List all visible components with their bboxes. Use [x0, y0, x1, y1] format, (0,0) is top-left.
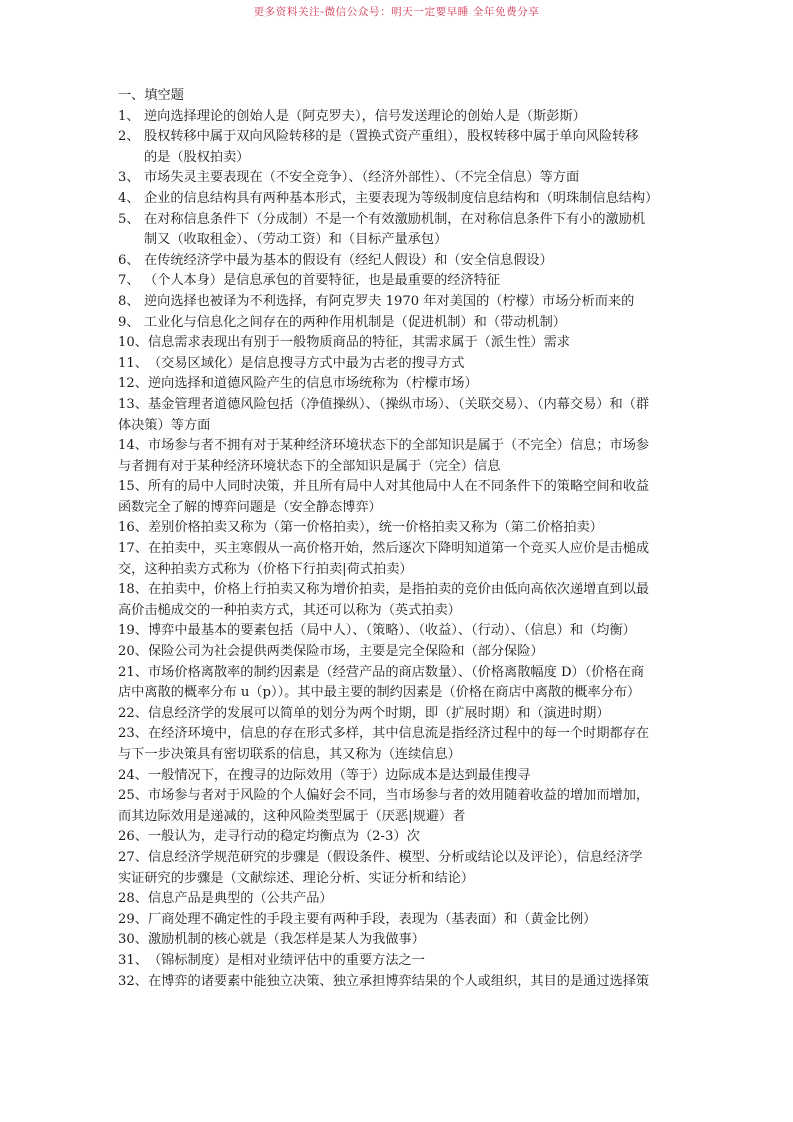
question-number: 25、 [118, 788, 148, 804]
question-text: 基金管理者道德风险包括（净值操纵）、（操纵市场）、（关联交易）、（内幕交易）和（群 [147, 396, 650, 412]
question-line [118, 210, 680, 231]
question-item [118, 107, 680, 128]
question-line [118, 601, 680, 622]
question-item [118, 436, 680, 477]
question-item [118, 663, 680, 704]
question-line [118, 766, 680, 787]
header-banner: 更多资料关注-微信公众号：明天一定要早睡 全年免费分享 [253, 6, 540, 18]
question-text: 一般情况下，在搜寻的边际效用（等于）边际成本是达到最佳搜寻 [147, 767, 531, 783]
question-item [118, 333, 680, 354]
question-number: 9、 [118, 314, 140, 330]
question-item [118, 127, 680, 168]
question-line [118, 972, 680, 993]
question-item [118, 724, 680, 765]
question-text: 逆向选择和道德风险产生的信息市场统称为（柠檬市场） [147, 376, 478, 392]
question-text: 逆向选择理论的创始人是（阿克罗夫），信号发送理论的创始人是（斯彭斯） [144, 108, 586, 124]
question-item [118, 642, 680, 663]
question-text: 店中离散的概率分布 u（p））。其中最主要的制约因素是（价格在商店中离散的概率分布） [118, 685, 641, 701]
question-text: 一般认为，走寻行动的稳定均衡点为（2-3）次 [147, 829, 420, 845]
question-number: 21、 [118, 664, 148, 680]
question-text: 市场参与者不拥有对于某种经济环境状态下的全部知识是属于（不完全）信息；市场参 [147, 438, 650, 454]
question-line [118, 704, 680, 725]
question-text: 股权转移中属于双向风险转移的是（置换式资产重组），股权转移中属于单向风险转移 [144, 129, 639, 145]
question-line [118, 436, 680, 457]
question-text: 企业的信息结构具有两种基本形式，主要表现为等级制度信息结构和（明珠制信息结构） [144, 190, 659, 206]
question-item [118, 848, 680, 889]
question-number: 2、 [118, 129, 140, 145]
question-line [118, 683, 680, 704]
question-item [118, 210, 680, 251]
question-number: 17、 [118, 541, 148, 557]
question-text: （交易区域化）是信息搜寻方式中最为古老的搜寻方式 [147, 355, 465, 371]
question-number: 28、 [118, 891, 148, 907]
question-item [118, 910, 680, 931]
question-item [118, 374, 680, 395]
question-number: 12、 [118, 376, 148, 392]
question-list [118, 107, 680, 993]
question-line [118, 271, 680, 292]
question-line [118, 498, 680, 519]
question-text: 在经济环境中，信息的存在形式多样，其中信息流是指经济过程中的每一个时期都存在 [147, 726, 650, 742]
question-text: 厂商处理不确定性的手段主要有两种手段，表现为（基表面）和（黄金比例） [147, 911, 597, 927]
question-number: 19、 [118, 623, 148, 639]
question-text: 信息需求表现出有别于一般物质商品的特征，其需求属于（派生性）需求 [147, 335, 570, 351]
question-number: 30、 [118, 932, 148, 948]
question-line [118, 354, 680, 375]
question-number: 24、 [118, 767, 148, 783]
question-line [118, 395, 680, 416]
question-line [118, 930, 680, 951]
question-number: 29、 [118, 911, 148, 927]
question-line [118, 786, 680, 807]
question-number: 18、 [118, 582, 148, 598]
question-line [118, 539, 680, 560]
question-item [118, 292, 680, 313]
question-item [118, 168, 680, 189]
question-item [118, 271, 680, 292]
question-line [118, 333, 680, 354]
question-line [118, 107, 680, 128]
question-text: 在对称信息条件下（分成制）不是一个有效激励机制，在对称信息条件下有小的激励机 [144, 211, 646, 227]
question-line [118, 127, 680, 148]
question-text: 体决策）等方面 [118, 417, 211, 433]
document-body [118, 86, 680, 992]
question-number: 27、 [118, 849, 148, 865]
question-line [118, 724, 680, 745]
question-item [118, 354, 680, 375]
question-number: 22、 [118, 705, 148, 721]
question-line [118, 951, 680, 972]
question-text: 制又（收取租金）、（劳动工资）和（目标产量承包） [144, 232, 448, 248]
question-number: 11、 [118, 355, 148, 371]
question-text: 在拍卖中，买主寒假从一高价格开始，然后逐次下降明知道第一个竞买人应价是击槌成 [147, 541, 650, 557]
question-line [118, 663, 680, 684]
question-text: 信息经济学规范研究的步骤是（假设条件、模型、分析或结论以及评论），信息经济学 [147, 849, 643, 865]
question-item [118, 621, 680, 642]
question-line [118, 477, 680, 498]
question-text: 市场参与者对于风险的个人偏好会不同，当市场参与者的效用随着收益的增加而增加， [147, 788, 650, 804]
question-line [118, 518, 680, 539]
question-text: 市场失灵主要表现在（不安全竞争）、（经济外部性）、（不完全信息）等方面 [144, 170, 580, 186]
question-number: 23、 [118, 726, 148, 742]
question-number: 10、 [118, 335, 148, 351]
question-text: 在博弈的诸要素中能独立决策、独立承担博弈结果的个人或组织，其目的是通过选择策 [147, 973, 650, 989]
question-text: 差别价格拍卖又称为（第一价格拍卖），统一价格拍卖又称为（第二价格拍卖） [147, 520, 603, 536]
question-item [118, 539, 680, 580]
question-item [118, 827, 680, 848]
question-item [118, 477, 680, 518]
section-title: 一、填空题 [118, 88, 184, 103]
question-line [118, 807, 680, 828]
question-text: 函数完全了解的博弈问题是（安全静态博弈） [118, 499, 382, 515]
question-number: 26、 [118, 829, 148, 845]
question-item [118, 189, 680, 210]
question-text: 激励机制的核心就是（我怎样是某人为我做事） [147, 932, 425, 948]
question-number: 20、 [118, 644, 148, 660]
question-number: 14、 [118, 438, 148, 454]
question-line [118, 230, 680, 251]
question-text: 所有的局中人同时决策，并且所有局中人对其他局中人在不同条件下的策略空间和收益 [147, 479, 650, 495]
question-number: 1、 [118, 108, 140, 124]
question-line [118, 745, 680, 766]
question-item [118, 889, 680, 910]
question-line [118, 580, 680, 601]
question-number: 15、 [118, 479, 148, 495]
question-line [118, 148, 680, 169]
question-text: 信息经济学的发展可以简单的划分为两个时期，即（扩展时期）和（演进时期） [147, 705, 610, 721]
question-item [118, 786, 680, 827]
question-text: 在拍卖中，价格上行拍卖又称为增价拍卖，是指拍卖的竞价由低向高依次递增直到以最 [147, 582, 650, 598]
question-text: 逆向选择也被译为不利选择，有阿克罗夫 1970 年对美国的（柠檬）市场分析而来的 [144, 293, 635, 309]
question-line [118, 251, 680, 272]
question-text: （个人本身）是信息承包的首要特征，也是最重要的经济特征 [144, 273, 501, 289]
question-text: 博弈中最基本的要素包括（局中人）、（策略）、（收益）、（行动）、（信息）和（均衡） [147, 623, 636, 639]
question-item [118, 972, 680, 993]
question-text: 与下一步决策具有密切联系的信息，其又称为（连续信息） [118, 747, 461, 762]
question-text: 而其边际效用是递减的，这种风险类型属于（厌恶|规避）者 [118, 808, 466, 824]
question-item [118, 580, 680, 621]
question-line [118, 168, 680, 189]
question-item [118, 704, 680, 725]
question-item [118, 951, 680, 972]
question-text: 高价击槌成交的一种拍卖方式，其还可以称为（英式拍卖） [118, 602, 461, 618]
question-number: 7、 [118, 273, 140, 289]
question-line [118, 621, 680, 642]
question-number: 5、 [118, 211, 140, 227]
question-text: 交，这种拍卖方式称为（价格下行拍卖|荷式拍卖） [118, 561, 413, 577]
question-line [118, 642, 680, 663]
question-line [118, 374, 680, 395]
question-text: 在传统经济学中最为基本的假设有（经纪人假设）和（安全信息假设） [144, 252, 553, 268]
question-number: 32、 [118, 973, 148, 989]
question-item [118, 518, 680, 539]
question-line [118, 313, 680, 334]
question-line [118, 848, 680, 869]
question-text: 实证研究的步骤是（文献综述、理论分析、实证分析和结论） [118, 870, 475, 886]
question-number: 3、 [118, 170, 140, 186]
question-text: 信息产品是典型的（公共产品） [147, 891, 333, 907]
question-number: 4、 [118, 190, 140, 206]
question-line [118, 416, 680, 437]
question-text: （锦标制度）是相对业绩评估中的重要方法之一 [147, 952, 425, 968]
question-item [118, 395, 680, 436]
question-line [118, 889, 680, 910]
question-text: 的是（股权拍卖） [144, 149, 250, 165]
question-number: 16、 [118, 520, 148, 536]
question-item [118, 930, 680, 951]
question-text: 工业化与信息化之间存在的两种作用机制是（促进机制）和（带动机制） [144, 314, 566, 330]
question-line [118, 189, 680, 210]
question-text: 市场价格离散率的制约因素是（经营产品的商店数量）、（价格离散幅度 D）（价格在商 [147, 664, 645, 680]
question-item [118, 251, 680, 272]
question-line [118, 827, 680, 848]
question-number: 8、 [118, 293, 140, 309]
question-line [118, 292, 680, 313]
question-number: 31、 [118, 952, 148, 968]
question-number: 6、 [118, 252, 140, 268]
question-line [118, 869, 680, 890]
question-line [118, 910, 680, 931]
question-number: 13、 [118, 396, 148, 412]
question-text: 与者拥有对于某种经济环境状态下的全部知识是属于（完全）信息 [118, 458, 501, 474]
question-item [118, 313, 680, 334]
question-item [118, 766, 680, 787]
question-line [118, 560, 680, 581]
question-line [118, 457, 680, 478]
question-text: 保险公司为社会提供两类保险市场，主要是完全保险和（部分保险） [147, 644, 544, 660]
